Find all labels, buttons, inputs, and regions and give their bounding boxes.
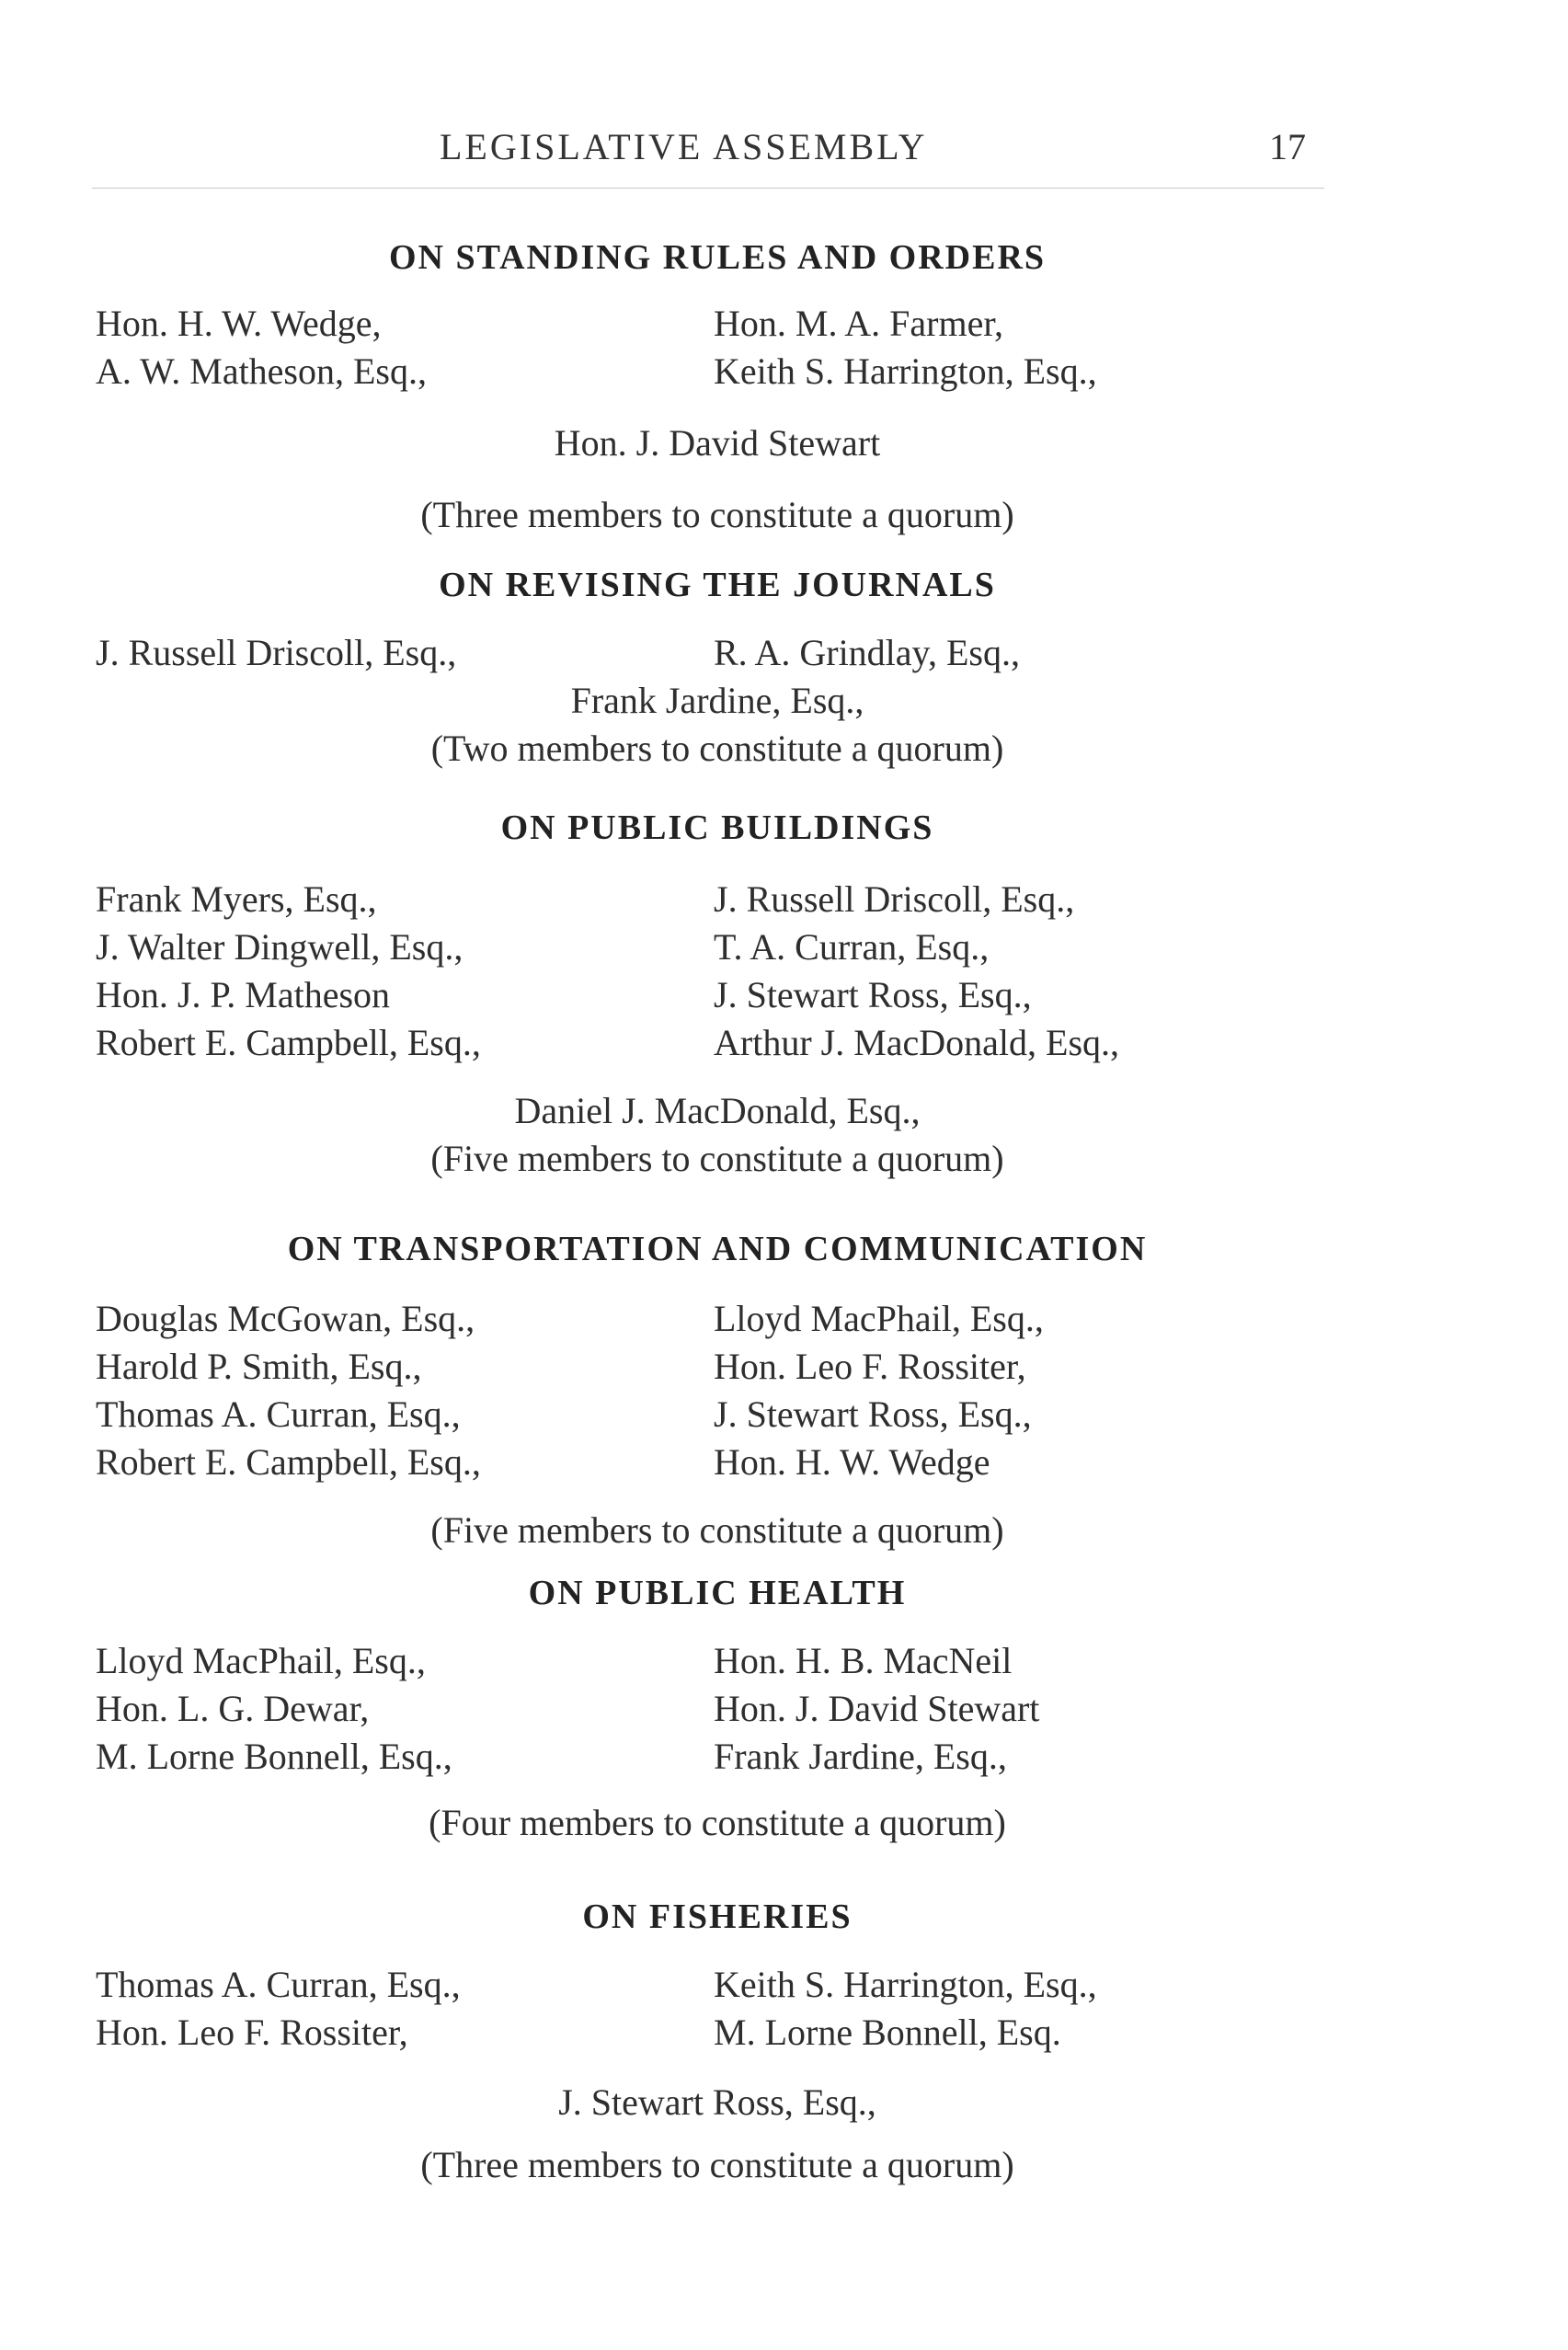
member-name: Douglas McGowan, Esq., bbox=[96, 1298, 475, 1339]
running-title: LEGISLATIVE ASSEMBLY bbox=[440, 126, 928, 167]
quorum-note: (Two members to constitute a quorum) bbox=[430, 728, 1004, 769]
member-name: Hon. Leo F. Rossiter, bbox=[714, 1346, 1026, 1387]
member-name: J. Stewart Ross, Esq., bbox=[714, 974, 1032, 1015]
page-number: 17 bbox=[1269, 126, 1306, 167]
section-heading: ON FISHERIES bbox=[582, 1897, 853, 1936]
member-name: Hon. H. W. Wedge, bbox=[96, 303, 382, 344]
member-name: Thomas A. Curran, Esq., bbox=[96, 1964, 461, 2005]
quorum-note: (Five members to constitute a quorum) bbox=[430, 1509, 1004, 1551]
member-name: Keith S. Harrington, Esq., bbox=[714, 350, 1097, 392]
member-name: Hon. J. P. Matheson bbox=[96, 974, 391, 1015]
member-name: Hon. J. David Stewart bbox=[714, 1688, 1040, 1729]
member-name: Hon. M. A. Farmer, bbox=[714, 303, 1004, 344]
member-name: Hon. H. W. Wedge bbox=[714, 1441, 990, 1483]
member-name: Hon. J. David Stewart bbox=[554, 422, 881, 464]
member-name: Frank Jardine, Esq., bbox=[570, 680, 864, 721]
member-name: J. Stewart Ross, Esq., bbox=[558, 2081, 876, 2123]
quorum-note: (Five members to constitute a quorum) bbox=[430, 1138, 1004, 1179]
member-name: Arthur J. MacDonald, Esq., bbox=[714, 1022, 1120, 1063]
section-heading: ON REVISING THE JOURNALS bbox=[439, 566, 996, 604]
member-name: R. A. Grindlay, Esq., bbox=[714, 632, 1020, 673]
member-name: Hon. Leo F. Rossiter, bbox=[96, 2012, 408, 2053]
member-name: Frank Myers, Esq., bbox=[96, 878, 377, 920]
section-heading: ON TRANSPORTATION AND COMMUNICATION bbox=[287, 1230, 1148, 1268]
running-header bbox=[0, 125, 1568, 180]
member-name: J. Russell Driscoll, Esq., bbox=[96, 632, 457, 673]
member-name: Keith S. Harrington, Esq., bbox=[714, 1964, 1097, 2005]
section-heading: ON PUBLIC BUILDINGS bbox=[500, 808, 934, 847]
member-name: Hon. L. G. Dewar, bbox=[96, 1688, 370, 1729]
member-name: Robert E. Campbell, Esq., bbox=[96, 1441, 481, 1483]
quorum-note: (Four members to constitute a quorum) bbox=[429, 1802, 1006, 1843]
member-name: A. W. Matheson, Esq., bbox=[96, 350, 427, 392]
member-name: J. Stewart Ross, Esq., bbox=[714, 1393, 1032, 1435]
header-rule bbox=[92, 188, 1324, 189]
quorum-note: (Three members to constitute a quorum) bbox=[420, 2144, 1014, 2185]
section-heading: ON STANDING RULES AND ORDERS bbox=[388, 238, 1047, 277]
member-name: J. Walter Dingwell, Esq., bbox=[96, 926, 464, 968]
member-name: Robert E. Campbell, Esq., bbox=[96, 1022, 481, 1063]
section-heading: ON PUBLIC HEALTH bbox=[528, 1574, 907, 1612]
member-name: Lloyd MacPhail, Esq., bbox=[96, 1640, 426, 1681]
member-name: Harold P. Smith, Esq., bbox=[96, 1346, 422, 1387]
member-name: Daniel J. MacDonald, Esq., bbox=[514, 1090, 921, 1131]
member-name: Thomas A. Curran, Esq., bbox=[96, 1393, 461, 1435]
quorum-note: (Three members to constitute a quorum) bbox=[420, 494, 1014, 535]
member-name: Hon. H. B. MacNeil bbox=[714, 1640, 1013, 1681]
member-name: M. Lorne Bonnell, Esq. bbox=[714, 2012, 1061, 2053]
member-name: J. Russell Driscoll, Esq., bbox=[714, 878, 1075, 920]
member-name: Frank Jardine, Esq., bbox=[714, 1736, 1007, 1777]
member-name: T. A. Curran, Esq., bbox=[714, 926, 990, 968]
member-name: M. Lorne Bonnell, Esq., bbox=[96, 1736, 452, 1777]
member-name: Lloyd MacPhail, Esq., bbox=[714, 1298, 1044, 1339]
